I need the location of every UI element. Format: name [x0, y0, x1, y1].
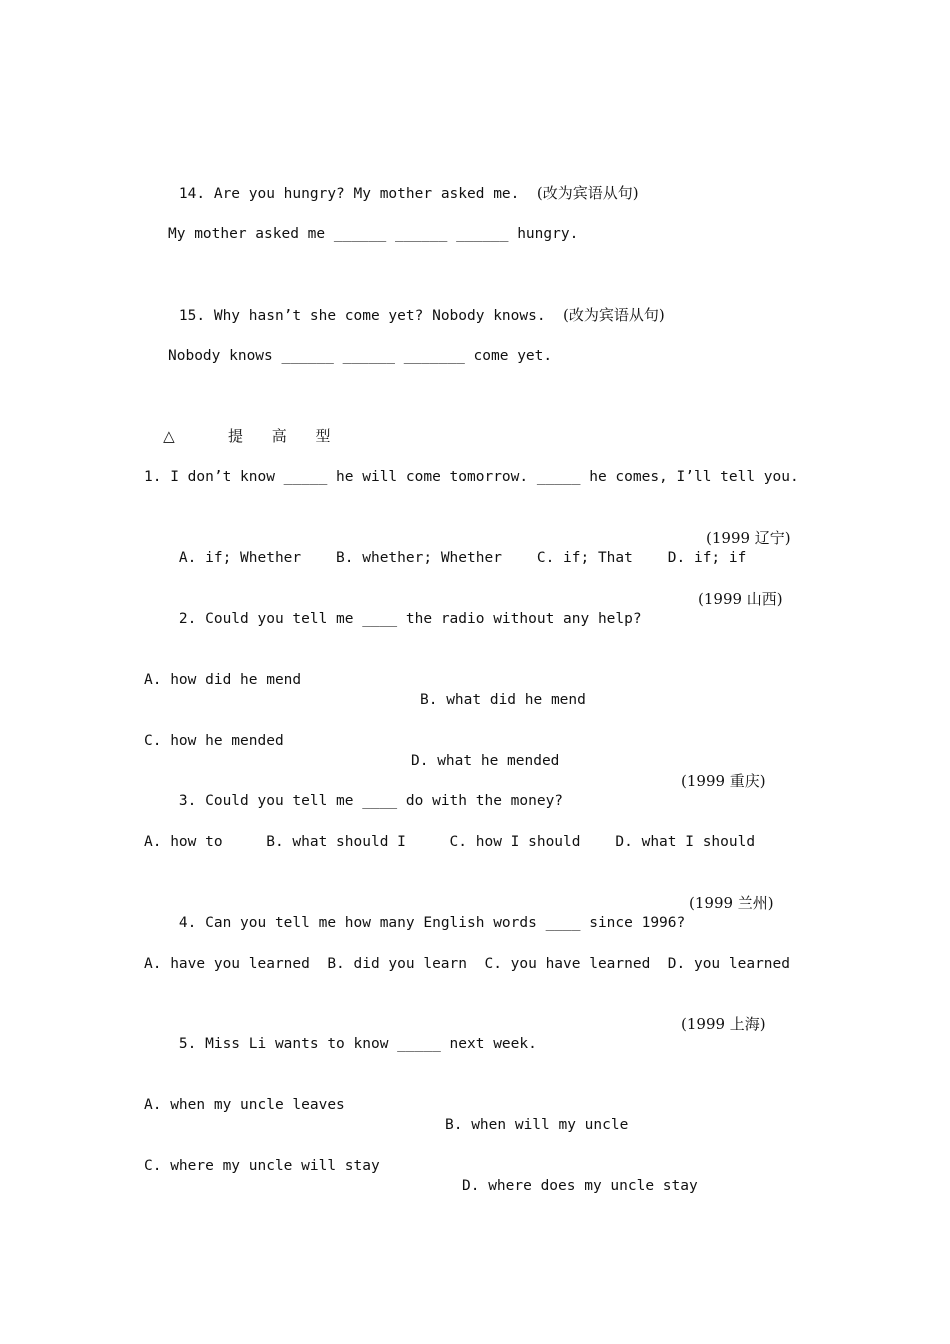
question-14-answer-line: My mother asked me ______ ______ ______ hungry. [168, 226, 579, 242]
question-14-prompt: 14. Are you hungry? My mother asked me. [178, 186, 537, 202]
question-14 [144, 163, 639, 224]
section-title: 提 高 型 [228, 427, 343, 445]
mc-question-2-option-d: D. what he mended [411, 753, 560, 769]
mc-question-5-option-c: C. where my uncle will stay [144, 1158, 380, 1174]
question-15 [144, 285, 665, 346]
question-15-instruction: (改为宾语从句) [563, 306, 665, 324]
mc-question-4-options: A. have you learned B. did you learn C. you have learned D. you learned [144, 956, 791, 972]
mc-question-2-option-a: A. how did he mend [144, 672, 302, 688]
mc-question-5-option-a: A. when my uncle leaves [144, 1097, 345, 1113]
mc-question-4-source: (1999 兰州) [689, 894, 774, 912]
mc-question-3-stem: 3. Could you tell me ____ do with the money? [178, 793, 564, 809]
mc-question-1-stem: 1. I don’t know _____ he will come tomorrow. _____ he comes, I’ll tell you. [144, 469, 799, 485]
mc-question-2-stem: 2. Could you tell me ____ the radio without any help? [178, 611, 642, 627]
mc-question-3-source: (1999 重庆) [681, 772, 766, 790]
mc-question-2-source: (1999 山西) [698, 590, 783, 608]
mc-question-3-options: A. how to B. what should I C. how I should D. what I should [144, 834, 756, 850]
question-14-instruction: (改为宾语从句) [536, 184, 639, 202]
mc-question-5-stem: 5. Miss Li wants to know _____ next week. [178, 1036, 537, 1052]
mc-question-1-options-text: A. if; Whether B. whether; Whether C. if; That D. if; if [178, 550, 747, 566]
mc-question-2-option-b: B. what did he mend [420, 692, 586, 708]
question-15-answer-line: Nobody knows ______ ______ _______ come yet. [168, 348, 553, 364]
mc-question-5-options-row-2 [144, 1136, 794, 1216]
mc-question-5-option-b: B. when will my uncle [445, 1117, 629, 1133]
mc-question-2-option-c: C. how he mended [144, 733, 284, 749]
section-heading [144, 406, 343, 466]
mc-question-1-source: (1999 辽宁) [706, 529, 791, 547]
question-15-prompt: 15. Why hasn’t she come yet? Nobody knows. [178, 308, 564, 324]
triangle-icon: △ [163, 427, 175, 445]
mc-question-4-stem: 4. Can you tell me how many English words ____ since 1996? [178, 915, 686, 931]
mc-question-5-source: (1999 上海) [681, 1015, 766, 1033]
mc-question-5-option-d: D. where does my uncle stay [462, 1178, 698, 1194]
